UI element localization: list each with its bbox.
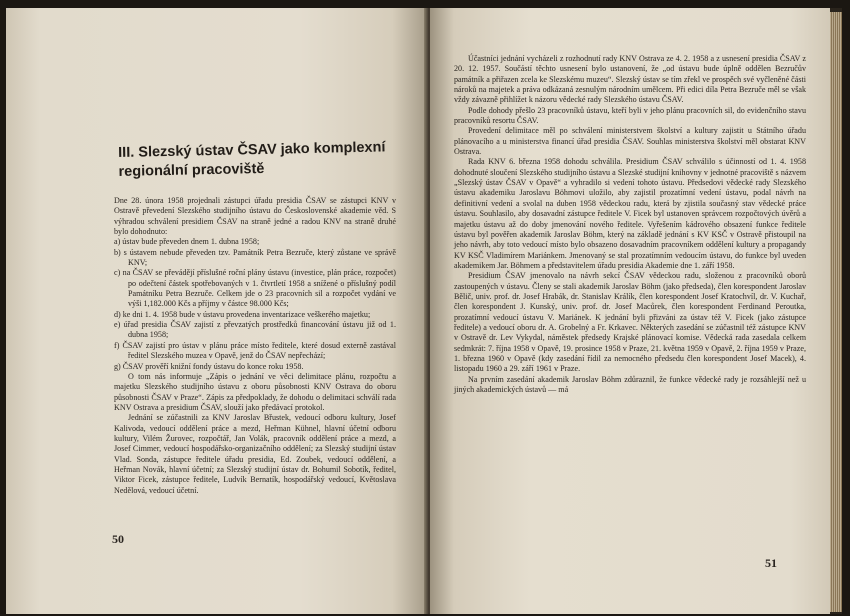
book-spread: [6, 8, 842, 614]
list-item: c) na ČSAV se převádějí příslušné roční plány ústavu (investice, plán práce, rozpočet) po odečtení částek spotřebovaných v 1. čtvrtletí 1958 a snížené o příslušný podíl Památníku Petra Bezruče. Celkem jde o 23 pracovních sil a rozpočet vydání ve výši 1,182.000 Kčs a příjmy v částce 98.000 Kčs;: [114, 268, 396, 309]
paragraph: O tom nás informuje „Zápis o jednání ve věci delimitace plánu, rozpočtu a majetku Slezského studijního ústavu z oboru působnosti KNV Ostrava do oboru působnosti ČSAV v Praze“. Zápis za předpoklady, že dohodu o delimitaci schválí rada KNV Ostrava a presidium ČSAV, slouží jako předávací protokol.: [114, 371, 396, 412]
paragraph: Provedení delimitace měl po schválení ministerstvem školství a kultury zajistit u Státního úřadu plánovacího a u ministerstva financí úřad presidia ČSAV. Souhlas ministerstva školství měl obstarat KNV Ostrava.: [454, 126, 806, 157]
page-number-right: 51: [765, 556, 777, 570]
list-item: b) s ústavem nebude převeden tzv. Památník Petra Bezruče, který zůstane ve správě KNV;: [114, 247, 396, 268]
paragraph: Účastníci jednání vycházeli z rozhodnutí rady KNV Ostrava ze 4. 2. 1958 a z usnesení presidia ČSAV z 20. 12. 1957. Součástí těchto usnesení bylo ustanovení, že „od ústavu bude úplně oddělen Bezručův památník a přiřazen zcela ke Slezskému muzeu“. Slezský ústav se tím zřekl ve prospěch své vyčleněné části nároků na majetek a práva odkázaná zesnulým národním umělcem. Při edici díla Petra Bezruče měl se však vždy závazně přihlížet k názoru vědecké rady Slezského ústavu ČSAV.: [454, 54, 806, 105]
left-page: [6, 8, 426, 614]
list-item: e) úřad presidia ČSAV zajistí z převzatých prostředků financování ústavu již od 1. dubna 1958;: [114, 320, 396, 340]
list-item: g) ČSAV prověří knižní fondy ústavu do konce roku 1958.: [114, 361, 304, 371]
left-text-column: [114, 196, 396, 496]
chapter-title: III. Slezský ústav ČSAV jako komplexní regionální pracoviště: [118, 139, 386, 180]
right-text-column: [454, 54, 806, 395]
list-item: d) ke dni 1. 4. 1958 bude v ústavu provedena inventarizace veškerého majetku;: [114, 309, 371, 319]
paragraph: Podle dohody přešlo 23 pracovníků ústavu, kteří byli v jeho plánu pracovních sil, do evidenčního stavu pracovníků resortu ČSAV.: [454, 105, 806, 126]
page-edges: [830, 12, 842, 612]
page-number-left: 50: [112, 532, 124, 546]
list-item: a) ústav bude převeden dnem 1. dubna 1958;: [114, 237, 260, 247]
paragraph: Na prvním zasedání akademik Jaroslav Böhm zdůraznil, že funkce vědecké rady je rozsáhlejší než u jiných akademických ústavů — má: [454, 374, 806, 394]
list-item: f) ČSAV zajistí pro ústav v plánu práce místo ředitele, které dosud externě zastával ředitel Slezského muzea v Opavě, jenž do ČSAV nepřechází;: [114, 340, 396, 361]
paragraph: Jednání se zúčastnili za KNV Jaroslav Břustek, vedoucí odboru kultury, Josef Kalivoda, vedoucí oddělení práce a mezd, Heřman Kühnel, hlavní účetní odboru kultury, Vilém Žurovec, rozpočtář, Jan Volák, pracovník oddělení práce a mezd, a Josef Cimmer, vedoucí hospodářsko-organizačního oddělení; za Slezský studijní ústav Vlad. Sonda, zástupce ředitele úřadu presidia, Ed. Zoubek, vedoucí oddělení, a Heřman Novák, hlavní účetní; za Slezský studijní ústav dr. Bohumil Sobotík, ředitel, Viktor Ficek, zástupce ředitele, Ludvík Bernatík, hospodářský vedoucí, Květoslava Nedělová, vedoucí účetní.: [114, 413, 396, 495]
paragraph: Presidium ČSAV jmenovalo na návrh sekcí ČSAV vědeckou radu, složenou z pracovníků oborů zastoupených v ústavu. Členy se stali akademik Jaroslav Böhm (jako předseda), člen korespondent Jaroslav Bělič, univ. prof. dr. Josef Hrabák, dr. Stanislav Králík, člen korespondent Josef Kratochvíl, dr. V. Kuchař, člen korespondent J. Kunský, univ. prof. dr. Josef Macůrek, člen korespondent Ferdinand Peroutka, prozatímní vedoucí ústavu V. Mariánek. K jednání byli přizváni za ústav též V. Ficek (jako zástupce ředitele) a vedoucí oboru dr. A. Grobelný a Fr. Krkavec. Některých zasedání se zúčastnil též zástupce KNV v Ostravě dr. Lev Vykydal, náměstek předsedy Krajské plánovací komise. Vědecká rada zasedala celkem sedmkrát: 7. října 1958 v Opavě, 19. prosince 1958 v Praze, 21. května 1959 v Opavě, 2. října 1959 v Praze, 1. března 1960 v Opavě (kdy zasedání řídil za nemocného předsedu člen korespondent Josef Macek), 4. listopadu 1960 a 29. září 1961 v Praze.: [454, 271, 806, 374]
right-page: [430, 8, 830, 614]
paragraph: Dne 28. února 1958 projednali zástupci úřadu presidia ČSAV se zástupci KNV v Ostravě převedení Slezského studijního ústavu do Československé akademie věd. S výhradou schválení presidiem ČSAV na straně jedné a radou KNV na straně druhé bylo dohodnuto:: [114, 196, 396, 237]
paragraph: Rada KNV 6. března 1958 dohodu schválila. Presidium ČSAV schválilo s účinností od 1. 4. 1958 dohodnuté sloučení Slezského studijního ústavu a Slezské studijní knihovny v jednotné pracoviště s názvem „Slezský ústav ČSAV v Opavě“ a vyhradilo si vedení tohoto ústavu. Předsedovi vědecké rady Slezského ústavu akademiku Jaroslavu Böhmovi uložilo, aby zajistil prozatímní vedení ústavu, podal návrh na definitivní vedení a svolal na duben 1958 vědeckou radu, která by zjistila současný stav vědecké práce ústavu. Souhlasilo, aby dosavadní zástupce ředitele V. Ficek byl ustanoven správcem rozpočtových úvěrů a majetku ústavu až do doby jmenování nového ředitele. Vyřešením kádrového obsazení funkce ředitele ústavu byl pověřen akademik Jaroslav Böhm, který na základě jednání s KV KSČ v Ostravě přistoupil na jeho návrh, aby toto vedoucí místo bylo obsazeno dosavadním pracovníkem oddělení kultury a propagandy KV KSČ Vladimírem Mariánkem. Jmenovaný se stal prozatímním vedoucím ústavu, do funkce byl uveden akademikem Jar. Böhmem a představitelem úřadu presidia Akademie dne 1. září 1958.: [454, 157, 806, 270]
